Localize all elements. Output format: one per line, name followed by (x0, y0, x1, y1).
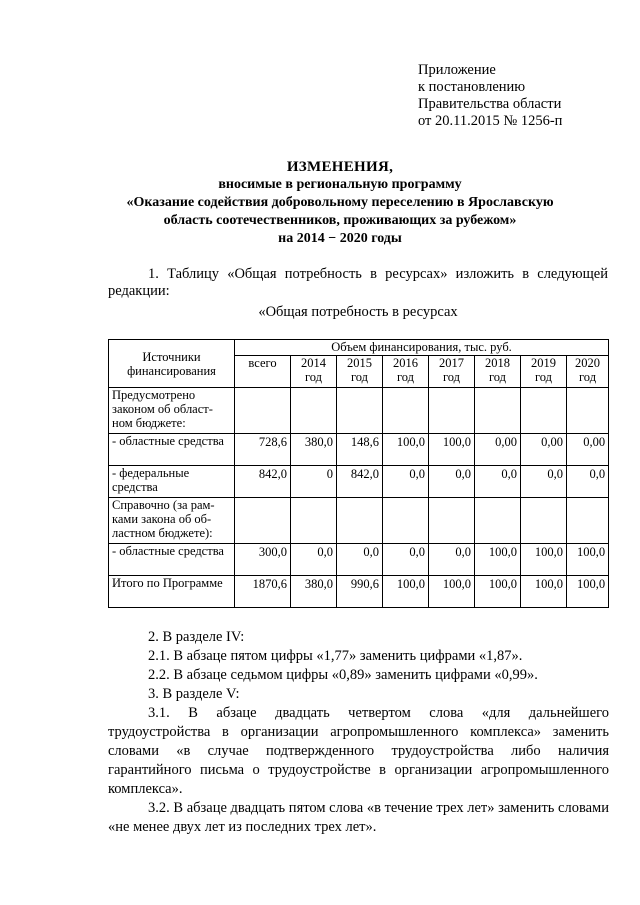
table-cell: 380,0 (291, 576, 337, 608)
row-label: Предусмотрено законом об област-ном бюджете: (109, 388, 235, 434)
table-cell: 0,00 (567, 434, 609, 466)
column-header: 2015 год (337, 356, 383, 388)
table-row (109, 544, 609, 576)
table-cell: 0,0 (429, 466, 475, 498)
table-cell: 0,00 (521, 434, 567, 466)
row-label: Справочно (за рам-ками закона об об-ластном бюджете): (109, 498, 235, 544)
table-cell: 0,0 (521, 466, 567, 498)
table-cell: 842,0 (235, 466, 291, 498)
table-cell: 100,0 (475, 576, 521, 608)
table-cell (235, 498, 291, 544)
heading-line: на 2014 − 2020 годы (278, 231, 402, 246)
document-heading (60, 158, 620, 248)
item1-paragraph (108, 266, 608, 300)
column-header: 2014 год (291, 356, 337, 388)
table-cell: 0,0 (475, 466, 521, 498)
table-cell (475, 388, 521, 434)
volume-header: Объем финансирования, тыс. руб. (235, 340, 609, 356)
table-cell: 100,0 (567, 544, 609, 576)
item-2-2: 2.2. В абзаце седьмом цифры «0,89» заменить цифрами «0,99». (148, 667, 538, 683)
table-cell (567, 388, 609, 434)
row-label: Итого по Программе (109, 576, 235, 608)
table-cell: 100,0 (383, 576, 429, 608)
appendix-line: Приложение (418, 62, 496, 78)
table-cell (521, 388, 567, 434)
appendix-line: к постановлению (418, 79, 526, 95)
table-cell: 100,0 (521, 544, 567, 576)
column-header: 2016 год (383, 356, 429, 388)
item1-first-line: 1. Таблицу «Общая потребность в ресурсах» изложить в следующей (148, 266, 608, 282)
table-cell: 0,00 (475, 434, 521, 466)
table-row (109, 434, 609, 466)
table-cell: 300,0 (235, 544, 291, 576)
column-header: 2018 год (475, 356, 521, 388)
table-cell (235, 388, 291, 434)
table-cell: 0,0 (337, 544, 383, 576)
section-4-item: 2. В разделе IV: (148, 629, 245, 645)
table-cell: 0 (291, 466, 337, 498)
body-text (108, 628, 609, 837)
heading-line: «Оказание содействия добровольному переселению в Ярославскую (126, 195, 554, 210)
table-cell: 100,0 (383, 434, 429, 466)
column-header: 2019 год (521, 356, 567, 388)
source-header: Источники финансирования (109, 340, 235, 388)
table-cell: 0,0 (383, 544, 429, 576)
table-cell (475, 498, 521, 544)
table-cell: 990,6 (337, 576, 383, 608)
table-cell (429, 388, 475, 434)
table-cell (337, 498, 383, 544)
table-row (109, 498, 609, 544)
appendix-line: от 20.11.2015 № 1256-п (418, 113, 563, 129)
table-cell: 0,0 (429, 544, 475, 576)
table-cell: 0,0 (567, 466, 609, 498)
column-header: всего (235, 356, 291, 388)
item1-second-line: редакции: (108, 283, 170, 299)
document-title: ИЗМЕНЕНИЯ, (286, 159, 394, 175)
table-cell (337, 388, 383, 434)
section-5-item: 3. В разделе V: (148, 686, 240, 702)
appendix-stamp (418, 62, 562, 130)
column-header: 2020 год (567, 356, 609, 388)
table-cell: 728,6 (235, 434, 291, 466)
table-cell (521, 498, 567, 544)
column-header: 2017 год (429, 356, 475, 388)
table-cell: 100,0 (475, 544, 521, 576)
table-cell: 148,6 (337, 434, 383, 466)
table-cell: 100,0 (429, 576, 475, 608)
table-cell (291, 498, 337, 544)
row-label: - областные средства (109, 544, 235, 576)
table-cell: 842,0 (337, 466, 383, 498)
financing-table (108, 339, 609, 608)
heading-line: вносимые в региональную программу (218, 177, 462, 192)
table-row (109, 388, 609, 434)
item-3-2: 3.2. В абзаце двадцать пятом слова «в течение трех лет» заменить словами «не менее двух лет из последних трех лет». (108, 800, 609, 835)
table-cell: 100,0 (521, 576, 567, 608)
table-caption: «Общая потребность в ресурсах (258, 304, 458, 320)
table-row (109, 576, 609, 608)
table-cell (383, 388, 429, 434)
table-cell: 380,0 (291, 434, 337, 466)
item-2-1: 2.1. В абзаце пятом цифры «1,77» заменить цифрами «1,87». (148, 648, 523, 664)
table-cell: 0,0 (383, 466, 429, 498)
table-cell: 0,0 (291, 544, 337, 576)
table-cell: 100,0 (429, 434, 475, 466)
table-cell (429, 498, 475, 544)
table-cell (291, 388, 337, 434)
heading-line: область соотечественников, проживающих за рубежом» (163, 213, 517, 228)
item-3-1: 3.1. В абзаце двадцать четвертом слова «для дальнейшего трудоустройства в организации агропромышленного комплекса» заменить словами «в случае подтвержденного трудоустройства либо наличия гарантийного письма о трудоустройстве в организации агропромышленного комплекса». (108, 705, 609, 797)
table-cell: 100,0 (567, 576, 609, 608)
table-cell (383, 498, 429, 544)
table-cell: 1870,6 (235, 576, 291, 608)
appendix-line: Правительства области (418, 96, 562, 112)
table-row (109, 466, 609, 498)
row-label: - областные средства (109, 434, 235, 466)
table-cell (567, 498, 609, 544)
row-label: - федеральные средства (109, 466, 235, 498)
